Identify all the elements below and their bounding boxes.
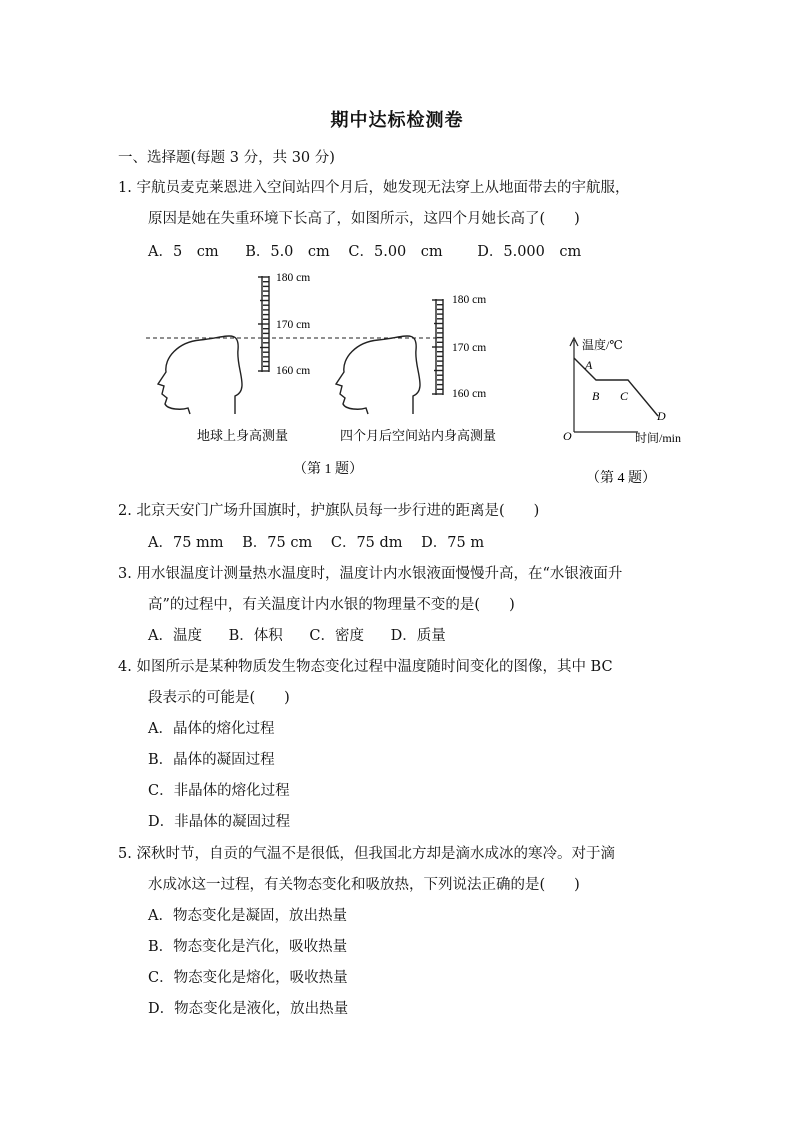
ruler-1-label-170: 170 cm	[276, 319, 311, 331]
q5-option-d[interactable]: D．物态变化是液化，放出热量	[148, 1001, 349, 1017]
q3-option-a[interactable]: A．温度	[148, 628, 202, 644]
question-3-line-2: 高”的过程中，有关温度计内水银的物理量不变的是( )	[148, 597, 515, 613]
origin-label: O	[563, 429, 572, 443]
q3-option-c[interactable]: C．密度	[309, 628, 364, 644]
q4-option-a[interactable]: A．晶体的熔化过程	[148, 721, 275, 737]
x-axis-label: 时间/min	[635, 431, 682, 445]
q3-option-b[interactable]: B．体积	[228, 628, 283, 644]
head-silhouette-space	[336, 336, 420, 414]
q3-option-d[interactable]: D．质量	[390, 628, 446, 644]
point-a-label: A	[585, 358, 593, 372]
question-1-options	[148, 240, 595, 261]
ruler-earth	[258, 276, 269, 372]
head-silhouette-earth	[158, 336, 242, 414]
q2-option-c[interactable]: C．75 dm	[330, 535, 403, 551]
q1-option-d[interactable]: D．5.000 cm	[477, 244, 582, 260]
figure-1-height-measurement	[140, 268, 540, 480]
q1-option-b[interactable]: B．5.0 cm	[245, 244, 330, 260]
ruler-2-label-180: 180 cm	[452, 294, 487, 306]
y-axis-label: 温度/℃	[582, 338, 623, 352]
figure-1-label-earth: 地球上身高测量	[197, 428, 289, 443]
figure-4-temperature-graph	[558, 332, 698, 492]
figure-1-label-space: 四个月后空间站内身高测量	[340, 428, 497, 443]
q1-option-a[interactable]: A．5 cm	[148, 244, 219, 260]
question-2-line-1: 2. 北京天安门广场升国旗时，护旗队员每一步行进的距离是( )	[118, 503, 540, 519]
q1-option-c[interactable]: C．5.00 cm	[348, 244, 443, 260]
question-3-line-1: 3. 用水银温度计测量热水温度时，温度计内水银液面慢慢升高，在“水银液面升	[118, 566, 623, 582]
ruler-2-label-160: 160 cm	[452, 388, 487, 400]
q2-option-d[interactable]: D．75 m	[421, 535, 485, 551]
ruler-1-label-160: 160 cm	[276, 365, 311, 377]
q4-option-d[interactable]: D．非晶体的凝固过程	[148, 814, 291, 830]
point-d-label: D	[657, 409, 666, 423]
ruler-1-label-180: 180 cm	[276, 272, 311, 284]
q5-option-c[interactable]: C．物态变化是熔化，吸收热量	[148, 970, 348, 986]
ruler-space	[432, 299, 443, 395]
question-5-line-1: 5. 深秋时节，自贡的气温不是很低，但我国北方却是滴水成冰的寒冷。对于滴	[118, 846, 615, 862]
question-4-line-2: 段表示的可能是( )	[148, 690, 290, 706]
section-heading: 一、选择题(每题 3 分，共 30 分)	[118, 150, 335, 166]
question-1-line-2: 原因是她在失重环境下长高了，如图所示，这四个月她长高了( )	[148, 211, 580, 227]
q2-option-a[interactable]: A．75 mm	[148, 535, 224, 551]
ruler-2-label-170: 170 cm	[452, 342, 487, 354]
point-c-label: C	[620, 389, 629, 403]
q5-option-a[interactable]: A．物态变化是凝固，放出热量	[148, 908, 347, 924]
question-2-options	[148, 531, 498, 552]
point-b-label: B	[592, 389, 600, 403]
q2-option-b[interactable]: B．75 cm	[242, 535, 313, 551]
q4-option-b[interactable]: B．晶体的凝固过程	[148, 752, 275, 768]
q4-option-c[interactable]: C．非晶体的熔化过程	[148, 783, 290, 799]
page-title: 期中达标检测卷	[330, 110, 464, 131]
question-3-options	[148, 624, 460, 645]
question-4-line-1: 4. 如图所示是某种物质发生物态变化过程中温度随时间变化的图像，其中 BC	[118, 659, 613, 675]
q5-option-b[interactable]: B．物态变化是汽化，吸收热量	[148, 939, 348, 955]
figure-1-caption: （第 1 题）	[293, 462, 363, 477]
figure-4-caption: （第 4 题）	[586, 471, 656, 486]
question-1-line-1: 1. 宇航员麦克莱恩进入空间站四个月后，她发现无法穿上从地面带去的宇航服，	[118, 180, 630, 196]
question-5-line-2: 水成冰这一过程，有关物态变化和吸放热，下列说法正确的是( )	[148, 877, 580, 893]
